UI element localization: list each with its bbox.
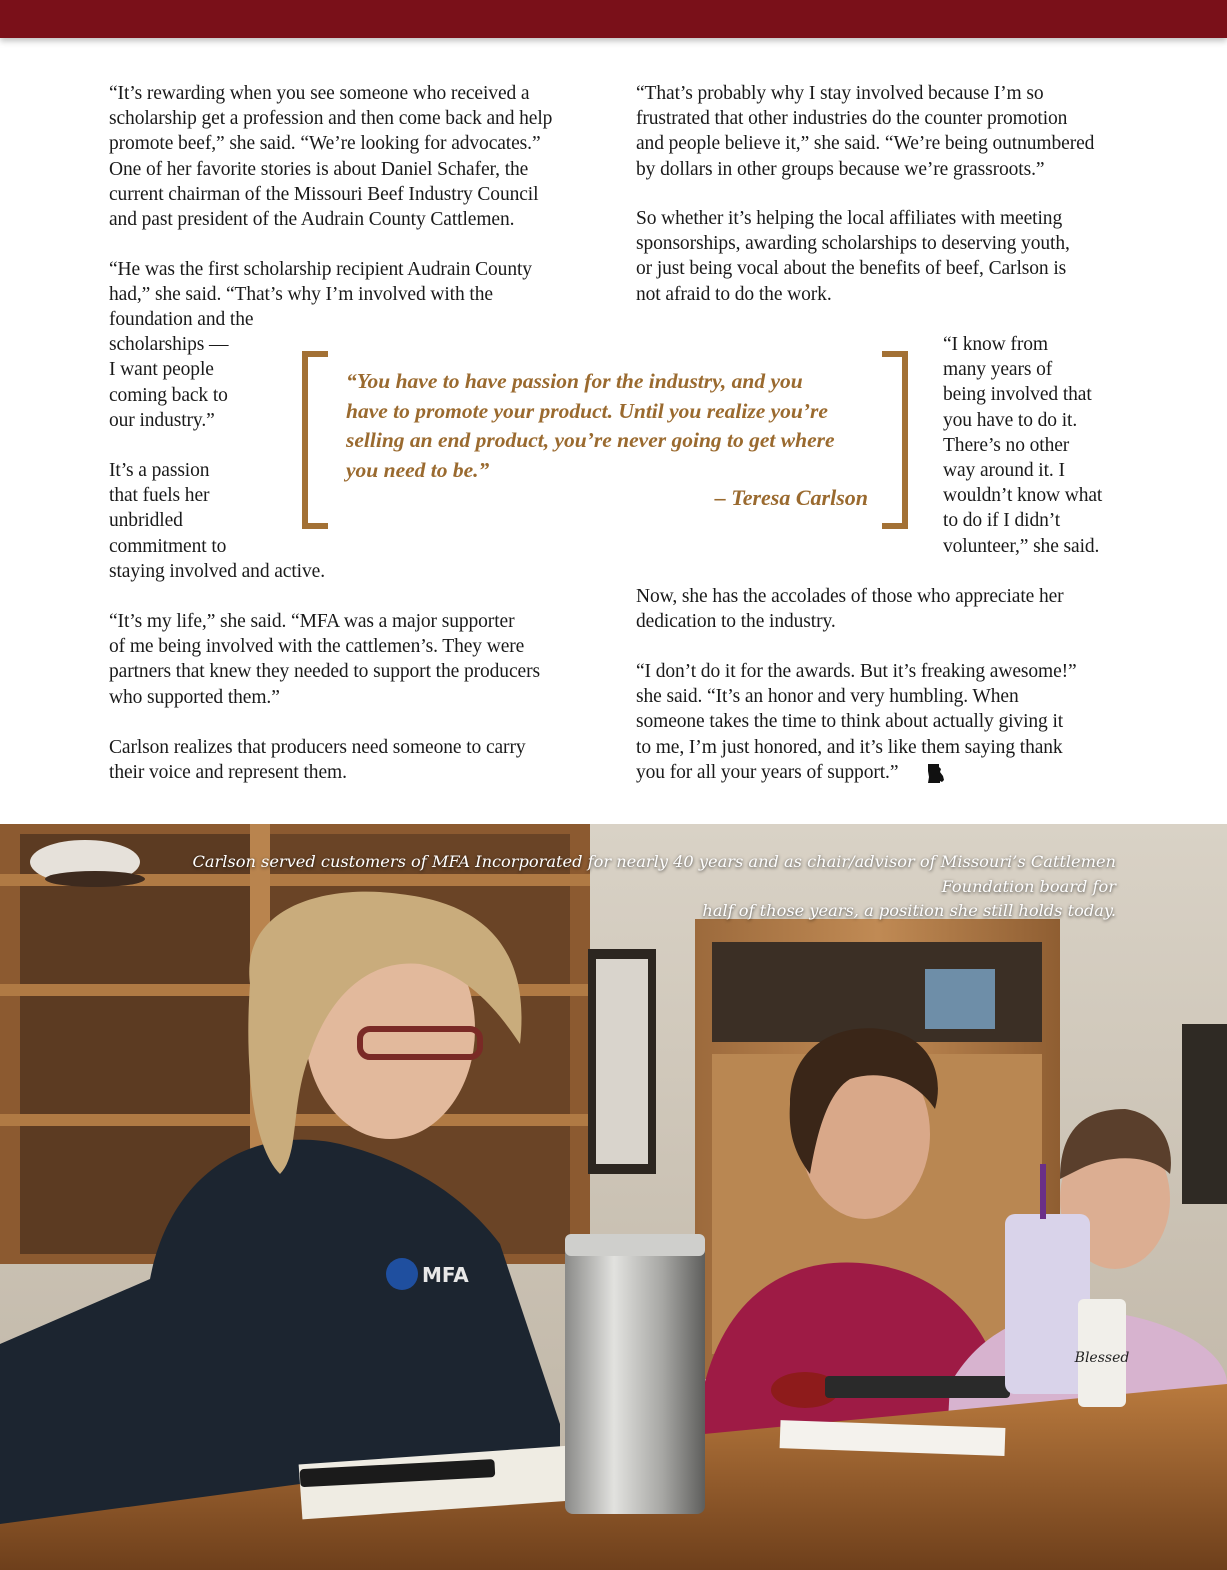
mug-label: Blessed [1074, 1350, 1130, 1366]
missouri-state-icon [927, 763, 945, 783]
right-paragraph-2: So whether it’s helping the local affiliates with meeting sponsorships, awarding scholarships to deserving youth, or just being vocal about the benefits of beef, Carlson is not afraid to do the work. [636, 208, 1070, 305]
left-paragraph-2-wrap: foundation and the scholarships — I want people coming back to our industry.” [109, 309, 254, 431]
left-paragraph-4: “It’s my life,” she said. “MFA was a major supporter of me being involved with the cattlemen’s. They were partners that knew they needed to support the producers who supported them.” [109, 611, 540, 708]
mfa-logo-text: MFA [422, 1263, 469, 1287]
photo-caption: Carlson served customers of MFA Incorporated for nearly 40 years and as chair/advisor of Missouri’s Cattlemen Foundation board for half of those years, a position she still holds today. [192, 852, 1116, 920]
right-paragraph-5: “I don’t do it for the awards. But it’s freaking awesome!” she said. “It’s an honor and very humbling. When someone takes the time to think about actually giving it to me, I’m just honored, and it’s like them saying thank you for all your years of support.” [636, 661, 1077, 783]
left-paragraph-5: Carlson realizes that producers need someone to carry their voice and represent them. [109, 737, 526, 784]
right-paragraph-1: “That’s probably why I stay involved because I’m so frustrated that other industries do the counter promotion and people believe it,” she said. “We’re being outnumbered by dollars in other groups because we’re grassroots.” [636, 83, 1095, 180]
header-bar [0, 0, 1227, 38]
left-paragraph-1: “It’s rewarding when you see someone who received a scholarship get a profession and then come back and help promote beef,” she said. “We’re looking for advocates.” One of her favorite stories is about Daniel Schafer, the current chairman of the Missouri Beef Industry Council and past president of the Audrain County Cattlemen. [109, 83, 553, 231]
right-paragraph-4: Now, she has the accolades of those who appreciate her dedication to the industry. [636, 586, 1064, 633]
left-paragraph-2-top: “He was the first scholarship recipient Audrain County had,” she said. “That’s why I’m involved with the [109, 259, 532, 306]
left-paragraph-3-end: staying involved and active. [109, 561, 325, 582]
left-bracket [300, 351, 330, 529]
pull-quote: “You have to have passion for the industry, and you have to promote your product. Until you realize you’re selling an end product, you’re never going to get where you need to be.” [346, 369, 835, 482]
meeting-photo [0, 824, 1227, 1570]
right-paragraph-3-wrap: “I know from many years of being involved that you have to do it. There’s no other way around it. I wouldn’t know what to do if I didn’t volunteer,” she said. [943, 334, 1103, 557]
pull-quote-attribution: – Teresa Carlson [714, 485, 868, 510]
left-paragraph-3-wrap: It’s a passion that fuels her unbridled commitment to [109, 460, 227, 557]
